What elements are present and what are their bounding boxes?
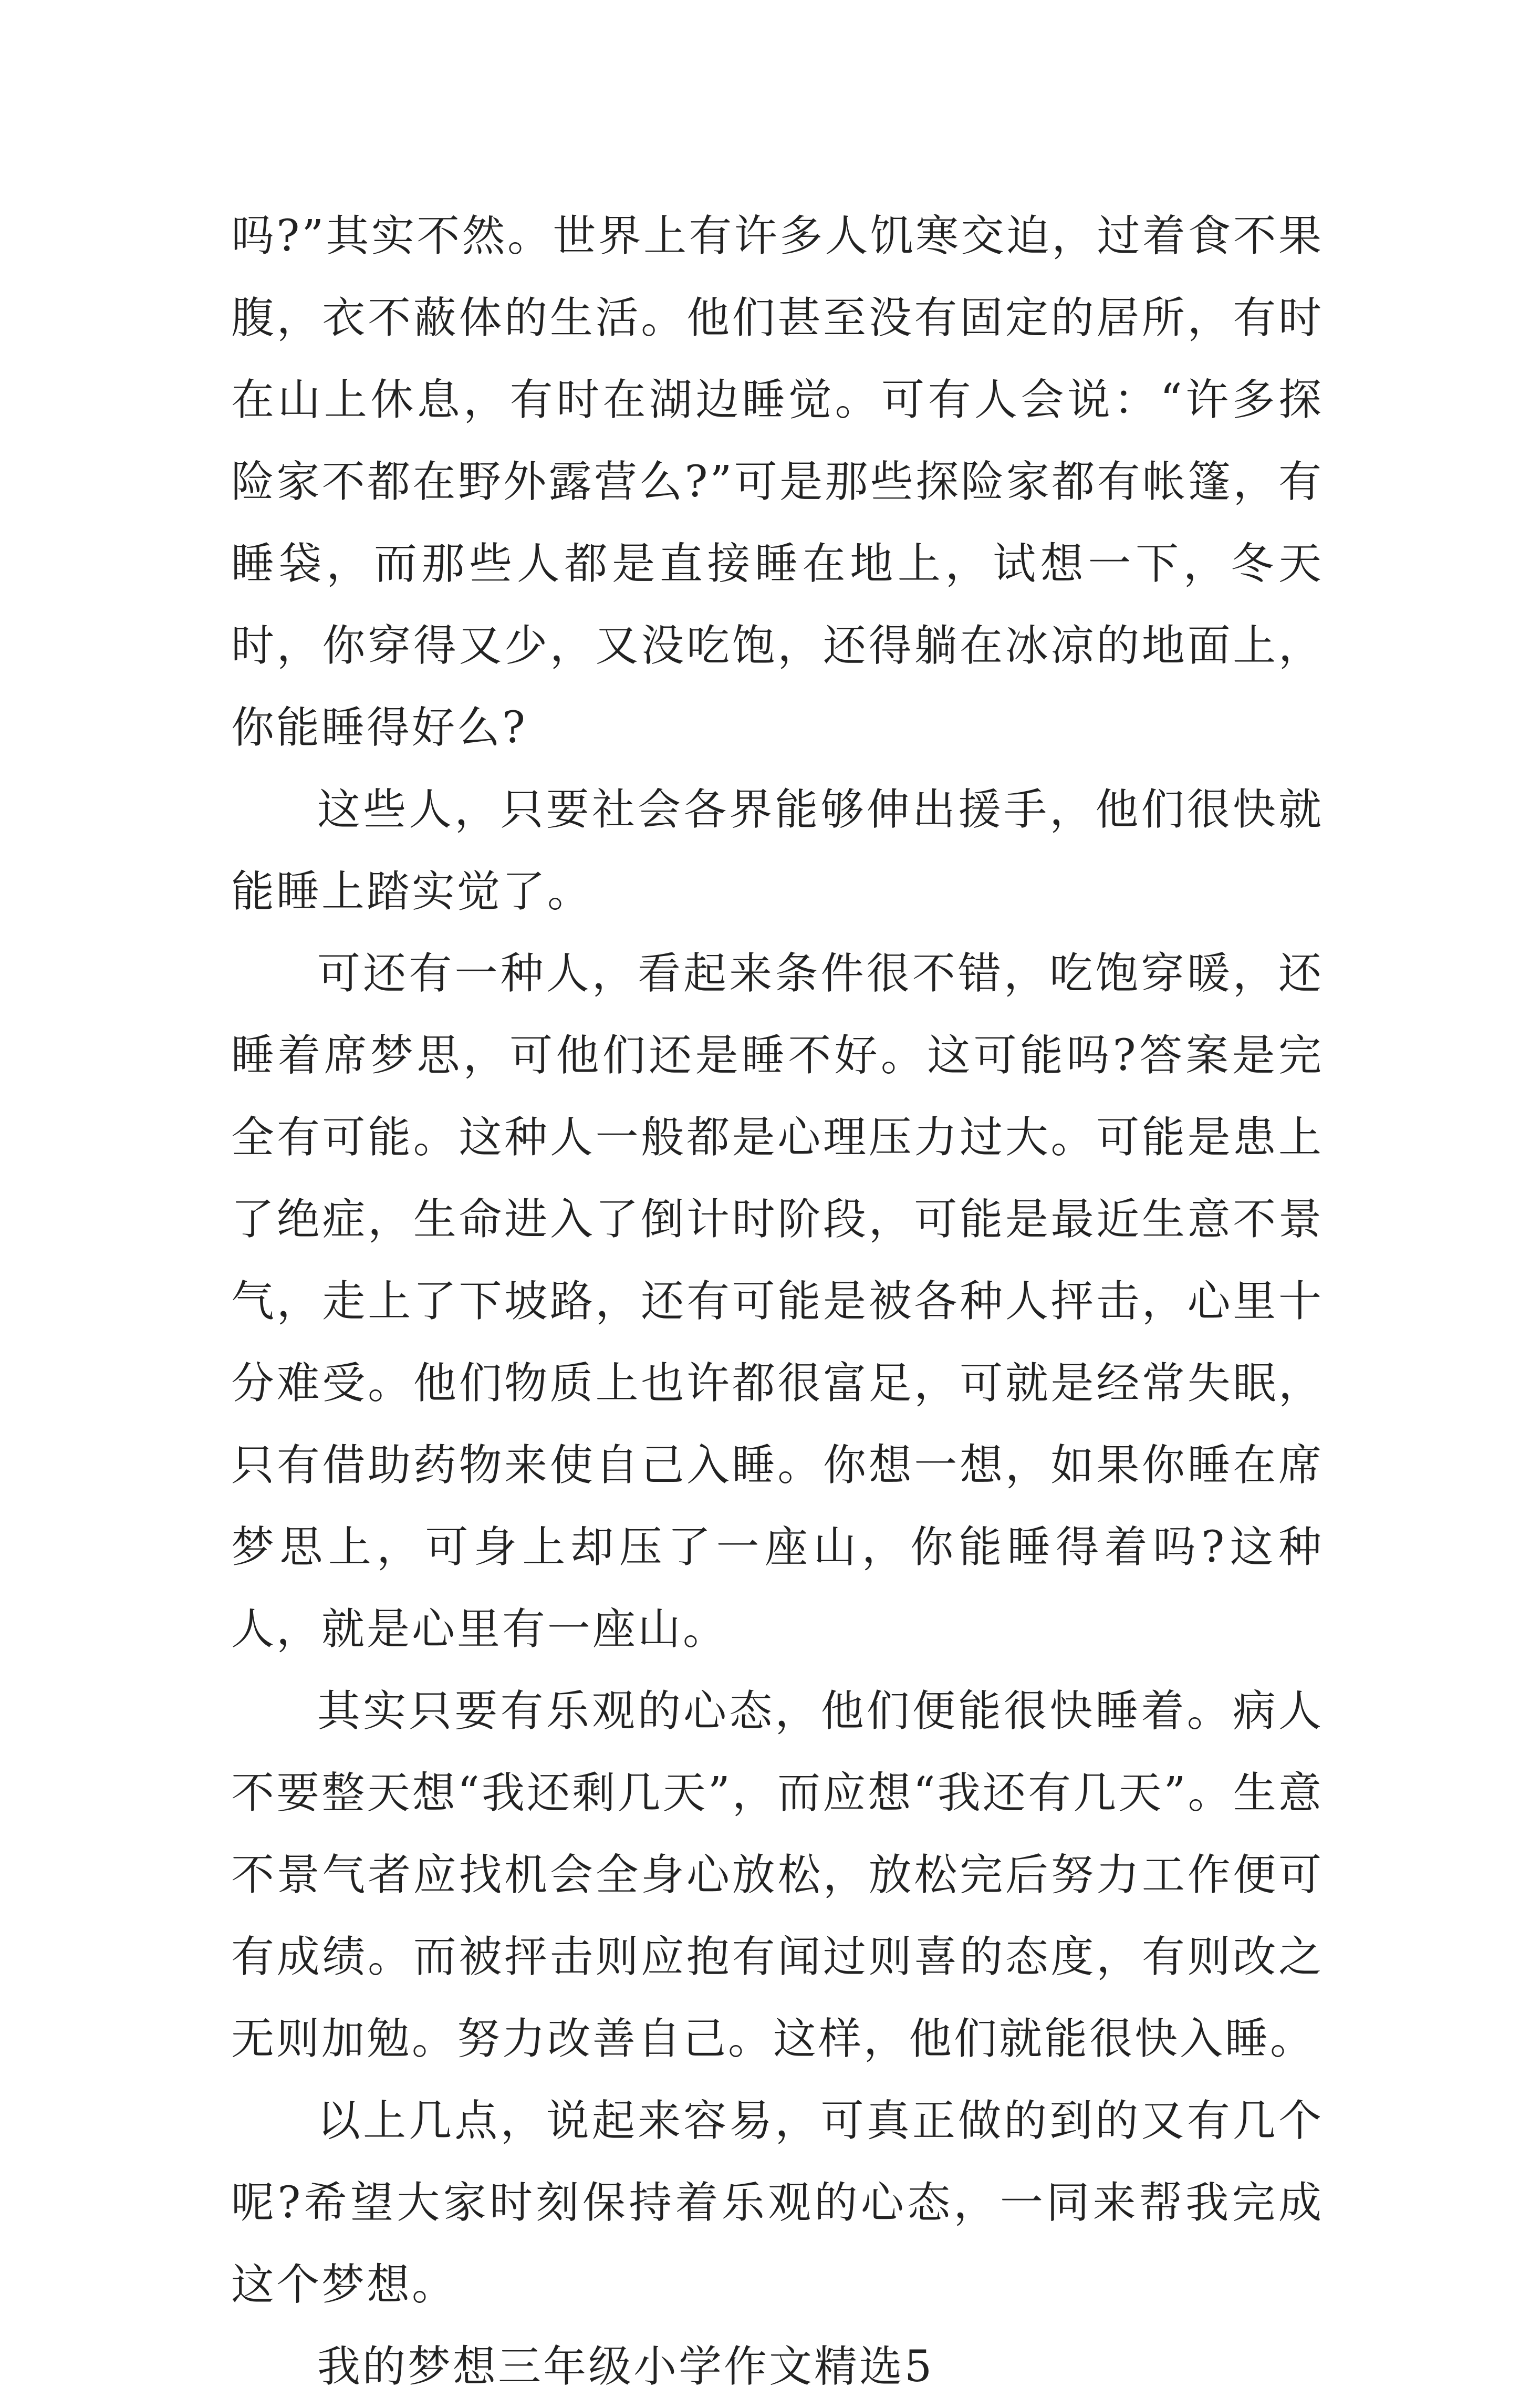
section-heading: 我的梦想三年级小学作文精选5 <box>317 2342 934 2392</box>
document-body <box>231 195 1324 2408</box>
paragraph-1: 吗?”其实不然。世界上有许多人饥寒交迫，过着食不果腹，衣不蔽体的生活。他们甚至没有固定的居所，有时在山上休息，有时在湖边睡觉。可有人会说：“许多探险家不都在野外露营么?”可是那些探险家都有帐篷，有睡袋，而那些人都是直接睡在地上，试想一下，冬天时，你穿得又少，又没吃饱，还得躺在冰凉的地面上，你能睡得好么? <box>231 211 1324 753</box>
paragraph-2: 这些人，只要社会各界能够伸出援手，他们很快就能睡上踏实觉了。 <box>231 785 1324 917</box>
paragraph-5: 以上几点，说起来容易，可真正做的到的又有几个呢?希望大家时刻保持着乐观的心态，一同来帮我完成这个梦想。 <box>231 2096 1324 2310</box>
paragraph-4: 其实只要有乐观的心态，他们便能很快睡着。病人不要整天想“我还剩几天”，而应想“我还有几天”。生意不景气者应找机会全身心放松，放松完后努力工作便可有成绩。而被抨击则应抱有闻过则喜的态度，有则改之无则加勉。努力改善自己。这样，他们就能很快入睡。 <box>231 1686 1324 2064</box>
paragraph-3: 可还有一种人，看起来条件很不错，吃饱穿暖，还睡着席梦思，可他们还是睡不好。这可能吗?答案是完全有可能。这种人一般都是心理压力过大。可能是患上了绝症，生命进入了倒计时阶段，可能是最近生意不景气，走上了下坡路，还有可能是被各种人抨击，心里十分难受。他们物质上也许都很富足，可就是经常失眠，只有借助药物来使自己入睡。你想一想，如果你睡在席梦思上，可身上却压了一座山，你能睡得着吗?这种人，就是心里有一座山。 <box>231 949 1324 1654</box>
